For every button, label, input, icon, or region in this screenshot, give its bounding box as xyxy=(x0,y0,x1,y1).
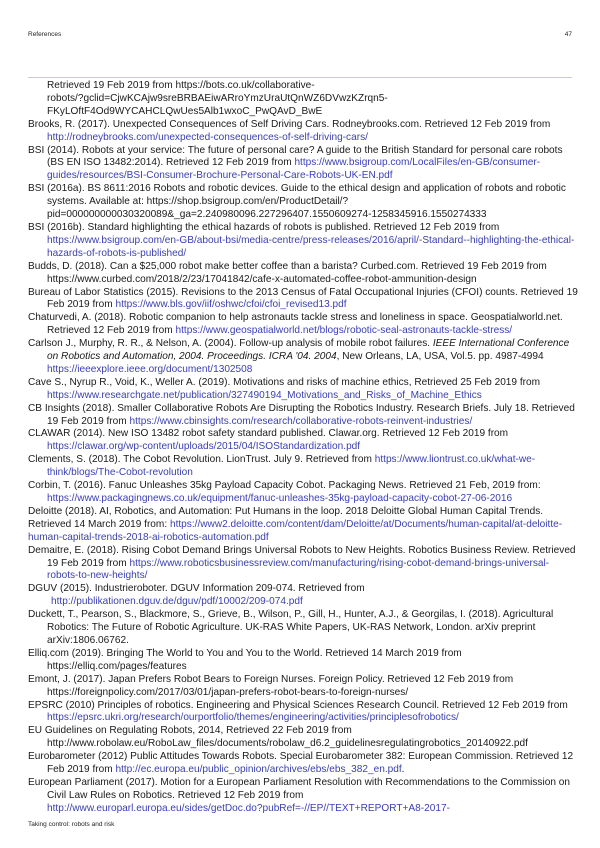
reference-entry xyxy=(28,454,578,480)
reference-link[interactable]: https://www.bsigroup.com/LocalFiles/en-GB/consumer-guides/resources/BSI-Consumer-Brochure-Personal-Care-Robots-UK-EN.pdf xyxy=(47,157,541,182)
reference-entry xyxy=(28,583,578,609)
reference-text: Chaturvedi, A. (2018). Robotic companion to help astronauts tackle stress and loneliness in space. Geospatialworld.net. Retrieved 12 Feb 2019 from xyxy=(28,312,563,337)
reference-link[interactable]: https://www.geospatialworld.net/blogs/robotic-seal-astronauts-tackle-stress/ xyxy=(175,325,513,337)
reference-text: BSI (2014). Robots at your service: The future of personal care? A guide to the British Standard for personal care robots (BS EN ISO 13482:2014). Retrieved 12 Feb 2019 from xyxy=(28,144,563,169)
reference-text: Clements, S. (2018). The Cobot Revolution. LionTrust. July 9. Retrieved from xyxy=(28,454,375,466)
reference-text: Eurobarometer (2012) Public Attitudes Towards Robots. Special Eurobarometer 382: European Commission. Retrieved 12 Feb 2019 from xyxy=(28,751,574,776)
reference-entry xyxy=(28,648,578,674)
reference-link[interactable]: https://clawar.org/wp-content/uploads/2015/04/ISOStandardization.pdf xyxy=(47,441,361,453)
reference-text: EU Guidelines on Regulating Robots, 2014, Retrieved 22 Feb 2019 from http://www.robolaw.eu/RoboLaw_files/documents/robolaw_d6.2_guidelinesregulatingrobotics_20140922.pdf xyxy=(28,725,528,750)
reference-entry xyxy=(28,312,578,338)
page-number: 47 xyxy=(564,31,572,38)
reference-text: BSI (2016a). BS 8611:2016 Robots and robotic devices. Guide to the ethical design and application of robots and robotic systems. Available at: https://shop.bsigroup.com/en/ProductDetail/?pid=000000000030320089&_ga=2.240980096.227296407.1550609274-1258345916.1550274333 xyxy=(28,183,566,221)
reference-entry xyxy=(28,119,578,145)
running-footer: Taking control: robots and risk xyxy=(28,821,115,828)
reference-link[interactable]: https://www2.deloitte.com/content/dam/Deloitte/at/Documents/human-capital/at-deloitte-human-capital-trends-2018-ai-robotics-automation.pdf xyxy=(28,518,563,543)
reference-text: . xyxy=(401,764,405,776)
reference-entry xyxy=(28,145,578,184)
reference-text: BSI (2016b). Standard highlighting the ethical hazards of robots is published. Retrieved 12 Feb 2019 from xyxy=(28,221,500,233)
reference-text: European Parliament (2017). Motion for a European Parliament Resolution with Recommendations to the Commission on Civil Law Rules on Robotics. Retrieved 12 Feb 2019 from xyxy=(28,776,570,801)
reference-link[interactable]: http://rodneybrooks.com/unexpected-consequences-of-self-driving-cars/ xyxy=(47,131,368,143)
reference-text: Duckett, T., Pearson, S., Blackmore, S., Grieve, B., Wilson, P., Gill, H., Hunter, A.J., & Georgilas, I. (2018). Agricultural Robotics: The Future of Robotic Agriculture. UK-RAS White Papers, UK-RAS Network, London. arXiv preprint arXiv:1806.06762. xyxy=(28,609,554,646)
reference-text: DGUV (2015). Industrieroboter. DGUV Information 209-074. Retrieved from xyxy=(28,583,365,595)
header-rule xyxy=(28,77,572,78)
reference-source-title: IEEE International Conference on Robotics and Automation, 2004. Proceedings. ICRA '04. 2004 xyxy=(47,338,570,363)
reference-link[interactable]: https://www.roboticsbusinessreview.com/manufacturing/rising-cobot-demand-brings-universal-robots-to-new-heights/ xyxy=(47,557,550,582)
reference-text: Cave S., Nyrup R., Void, K., Weller A. (2019). Motivations and risks of machine ethics, Retrieved 25 Feb 2019 from xyxy=(28,376,541,388)
reference-text: Emont, J. (2017). Japan Prefers Robot Bears to Foreign Nurses. Foreign Policy. Retrieved 12 Feb 2019 from https://foreignpolicy.com/2017/03/01/japan-prefers-robot-bears-to-foreign-nurses/ xyxy=(28,673,514,698)
reference-entry xyxy=(28,506,578,545)
reference-link[interactable]: https://ieeexplore.ieee.org/document/1302508 xyxy=(47,363,253,375)
continued-reference: Retrieved 19 Feb 2019 from https://bots.co.uk/collaborative- robots/?gclid=CjwKCAjw9sreBRBAEiwARroYmzUraUtQnWZ6DVwzKZrqn5- FKyLOftF4Od9WYCAHCLQwUes5Alb1wxoC_PwQAvD_BwE xyxy=(47,80,388,117)
reference-text: Carlson J., Murphy, R. R., & Nelson, A. (2004). Follow-up analysis of mobile robot failures. xyxy=(28,338,433,350)
reference-link[interactable]: https://www.bls.gov/iif/oshwc/cfoi/cfoi_revised13.pdf xyxy=(115,299,347,311)
reference-entry xyxy=(28,287,578,313)
reference-entry xyxy=(28,777,578,816)
reference-link[interactable]: https://epsrc.ukri.org/research/ourportfolio/themes/engineering/activities/principlesofrobotics/ xyxy=(47,712,459,724)
reference-entry xyxy=(28,403,578,429)
reference-text: CLAWAR (2014). New ISO 13482 robot safety standard published. Clawar.org. Retrieved 12 Feb 2019 from xyxy=(28,428,509,440)
reference-link[interactable]: https://www.bsigroup.com/en-GB/about-bsi/media-centre/press-releases/2016/april/-Standard--highlighting-the-ethical-hazards-of-robots-is-published/ xyxy=(47,234,575,259)
reference-entry xyxy=(28,377,578,403)
reference-entry xyxy=(28,338,578,377)
reference-entry xyxy=(28,261,578,287)
reference-entry xyxy=(28,222,578,261)
reference-entry xyxy=(28,700,578,726)
reference-list xyxy=(28,80,578,816)
reference-link[interactable]: https://www.packagingnews.co.uk/equipment/fanuc-unleashes-35kg-payload-capacity-cobot-27-06-2016 xyxy=(47,493,513,504)
reference-entry xyxy=(28,183,578,222)
running-header xyxy=(28,31,572,38)
reference-text: Demaitre, E. (2018). Rising Cobot Demand Brings Universal Robots to New Heights. Robotics Business Review. Retrieved 19 Feb 2019 from xyxy=(28,544,576,569)
reference-link[interactable]: http://ec.europa.eu/public_opinion/archives/ebs/ebs_382_en.pdf xyxy=(115,764,402,776)
reference-entry xyxy=(28,751,578,777)
reference-text: Corbin, T. (2016). Fanuc Unleashes 35kg Payload Capacity Cobot. Packaging News. Retrieved 21 Feb, 2019 from: xyxy=(28,480,541,492)
reference-entry xyxy=(28,609,578,648)
reference-link[interactable]: http://publikationen.dguv.de/dguv/pdf/10002/209-074.pdf xyxy=(51,596,303,608)
reference-link[interactable]: https://www.researchgate.net/publication/327490194_Motivations_and_Risks_of_Machine_Ethics xyxy=(47,389,482,401)
reference-text: , New Orleans, LA, USA, Vol.5. pp. 4987-4994 xyxy=(336,351,544,363)
reference-text: Deloitte (2018). AI, Robotics, and Automation: Put Humans in the loop. 2018 Deloitte Global Human Capital Trends. Retrieved 14 March 2019 from: xyxy=(28,505,544,530)
reference-text: Budds, D. (2018). Can a $25,000 robot make better coffee than a barista? Curbed.com. Retrieved 19 Feb 2019 from https://www.curbed.com/2018/2/23/17041842/cafe-x-automated-coffee-robot-ammunition-design xyxy=(28,260,547,285)
reference-entry xyxy=(28,480,578,506)
reference-link[interactable]: http://www.europarl.europa.eu/sides/getDoc.do?pubRef=-//EP//TEXT+REPORT+A8-2017- xyxy=(47,802,450,814)
reference-entries xyxy=(28,119,578,816)
section-title: References xyxy=(28,31,62,38)
reference-text: Bureau of Labor Statistics (2015). Revisions to the 2013 Census of Fatal Occupational Injuries (CFOI) counts. Retrieved 19 Feb 2019 from xyxy=(28,286,578,311)
reference-entry xyxy=(28,725,578,751)
reference-entry xyxy=(28,545,578,584)
reference-entry xyxy=(28,674,578,700)
reference-entry xyxy=(28,428,578,454)
reference-link[interactable]: https://www.liontrust.co.uk/what-we-think/blogs/The-Cobot-revolution xyxy=(47,454,536,479)
reference-text: CB Insights (2018). Smaller Collaborative Robots Are Disrupting the Robotics Industry. Research Briefs. July 18. Retrieved 19 Feb 2019 from xyxy=(28,402,575,427)
reference-link[interactable]: https://www.cbinsights.com/research/collaborative-robots-reinvent-industries/ xyxy=(129,415,473,427)
reference-text: Elliq.com (2019). Bringing The World to You and You to the World. Retrieved 14 March 2019 from https://elliq.com/pages/features xyxy=(28,647,462,672)
reference-text: Brooks, R. (2017). Unexpected Consequences of Self Driving Cars. Rodneybrooks.com. Retrieved 12 Feb 2019 from xyxy=(28,118,551,130)
reference-text: EPSRC (2010) Principles of robotics. Engineering and Physical Sciences Research Council. Retrieved 12 Feb 2019 from xyxy=(28,699,568,711)
